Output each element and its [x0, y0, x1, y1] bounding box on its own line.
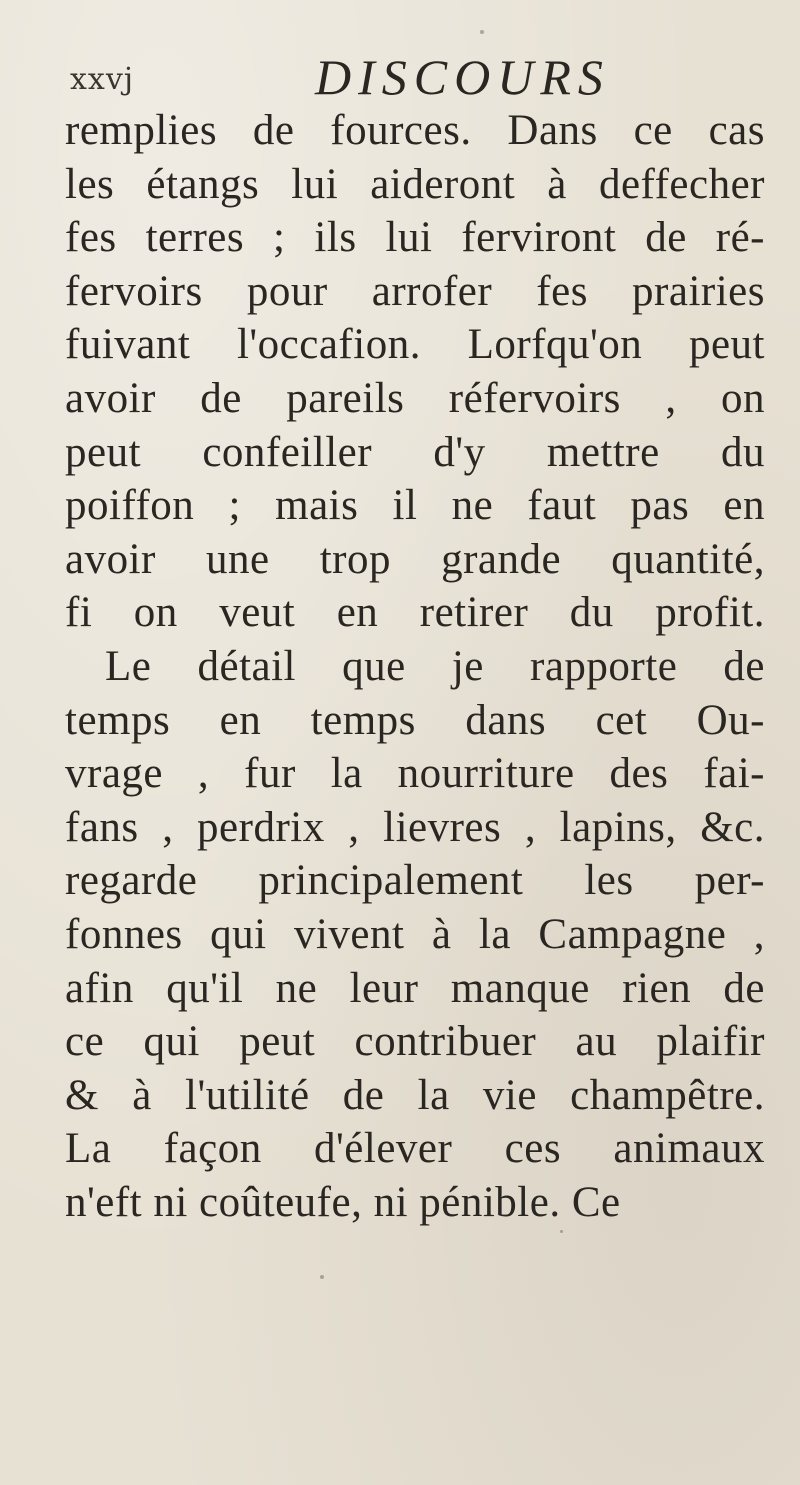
text-line: fi on veut en retirer du profit. — [65, 589, 765, 637]
text-line: fans , perdrix , lievres , lapins, &c. — [65, 803, 765, 851]
text-line: fes terres ; ils lui ferviront de ré- — [65, 214, 765, 262]
text-line: avoir une trop grande quantité, — [65, 535, 765, 583]
text-line: poiffon ; mais il ne faut pas en — [65, 482, 765, 530]
body-text — [65, 104, 765, 1229]
text-line: fervoirs pour arrofer fes prairies — [65, 267, 765, 315]
text-line: n'eft ni coûteufe, ni pénible. Ce — [65, 1178, 621, 1226]
text-line: avoir de pareils réfervoirs , on — [65, 374, 765, 422]
text-line: & à l'utilité de la vie champêtre. — [65, 1071, 765, 1119]
paper-speck — [480, 30, 484, 34]
text-line: vrage , fur la nourriture des fai- — [65, 750, 765, 798]
page-number: xxvj — [70, 62, 135, 97]
text-line: La façon d'élever ces animaux — [65, 1125, 765, 1173]
text-line: fonnes qui vivent à la Campagne , — [65, 910, 765, 958]
text-line: afin qu'il ne leur manque rien de — [65, 964, 765, 1012]
paragraph-start-line: Le détail que je rapporte de — [105, 642, 765, 690]
text-line: fuivant l'occafion. Lorfqu'on peut — [65, 321, 765, 369]
paper-speck — [560, 1230, 563, 1233]
running-head: DISCOURS — [315, 49, 610, 105]
text-line: regarde principalement les per- — [65, 857, 765, 905]
text-line: peut confeiller d'y mettre du — [65, 428, 765, 476]
text-line: remplies de fources. Dans ce cas — [65, 107, 765, 154]
text-line: les étangs lui aideront à deffecher — [65, 160, 765, 208]
text-line: temps en temps dans cet Ou- — [65, 696, 765, 744]
page-header — [70, 40, 710, 110]
text-line: ce qui peut contribuer au plaifir — [65, 1018, 765, 1066]
paper-speck — [320, 1275, 324, 1279]
